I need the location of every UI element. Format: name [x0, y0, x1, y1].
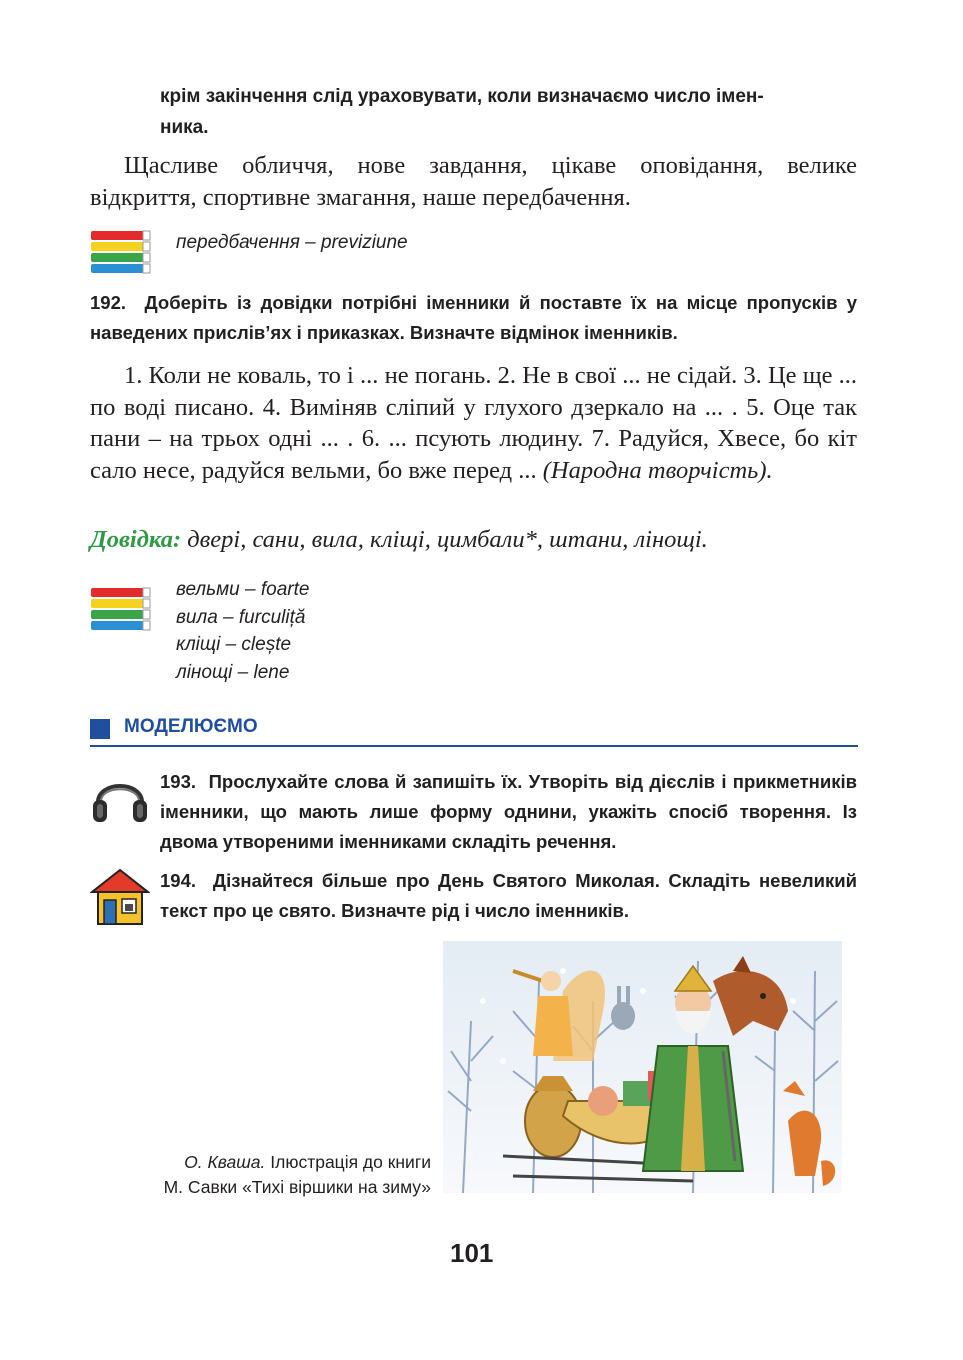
caption-line-2: М. Савки «Тихі віршики на зиму» [163, 1177, 431, 1197]
proverbs-text [90, 360, 857, 486]
task-number: 193. [160, 771, 197, 792]
task-194 [160, 866, 857, 926]
gloss-block-1 [176, 229, 408, 257]
headphones-icon [90, 768, 150, 826]
section-divider [90, 745, 858, 747]
gloss-line: лінощі – lene [176, 661, 290, 683]
books-stack-icon [90, 228, 152, 282]
section-title: МОДЕЛЮЄМО [124, 716, 258, 737]
books-stack-icon [90, 585, 152, 639]
task-193 [160, 767, 857, 857]
gloss-block-2 [176, 576, 309, 686]
caption-author: О. Кваша. [184, 1152, 266, 1172]
task-text: Дізнайтеся більше про День Святого Миколая. Складіть невеликий текст про це свято. Визначте рід і число іменників. [160, 870, 857, 921]
caption-text: Ілюстрація до книги [270, 1152, 431, 1172]
section-marker [90, 719, 110, 739]
rule-line-1: крім закінчення слід ураховувати, коли визначаємо число імен- [160, 86, 764, 107]
st-nicholas-illustration [443, 941, 842, 1193]
task-number: 192. [90, 292, 127, 313]
gloss-line: вельми – foarte [176, 579, 310, 600]
task-text: Прослухайте слова й запишіть їх. Утворіть від дієслів і прикметників іменники, що мають лише форму однини, укажіть спосіб творення. Із двома утвореними іменниками складіть речення. [160, 771, 858, 852]
task-192 [90, 288, 857, 348]
page-number: 101 [450, 1238, 494, 1268]
house-icon [90, 866, 150, 926]
task-text: Доберіть із довідки потрібні іменники й поставте їх на місце пропусків у наведених прислів’ях і приказках. Визначте відмінок іменників. [90, 292, 857, 343]
proverbs-source: (Народна творчість). [542, 456, 773, 484]
example-text: Щасливе обличчя, нове завдання, цікаве оповідання, велике відкриття, спортивне змагання, наше передбачення. [90, 152, 857, 211]
illustration-caption [100, 1150, 431, 1200]
gloss-line: передбачення – previziune [176, 232, 408, 253]
task-number: 194. [160, 870, 197, 891]
reference-words: двері, сани, вила, кліщі, цимбали*, штани, лінощі. [187, 526, 708, 553]
gloss-line: вила – furculiță [176, 606, 306, 628]
gloss-line: кліщі – clește [176, 634, 292, 655]
reference-label: Довідка: [90, 526, 182, 553]
rule-continuation [160, 81, 860, 143]
proverbs-body: 1. Коли не коваль, то і ... не погань. 2. Не в свої ... не сідай. 3. Це ще ... по воді писано. 4. Виміняв сліпий у глухого дзеркало на ... . 5. Оце так пани – на трьох одні ... . 6. ... псують людину. 7. Радуйся, Хвесе, бо кіт сало несе, радуйся вельми, бо вже перед ... [90, 362, 857, 484]
reference-line [90, 524, 890, 556]
rule-line-2: ника. [160, 117, 209, 138]
